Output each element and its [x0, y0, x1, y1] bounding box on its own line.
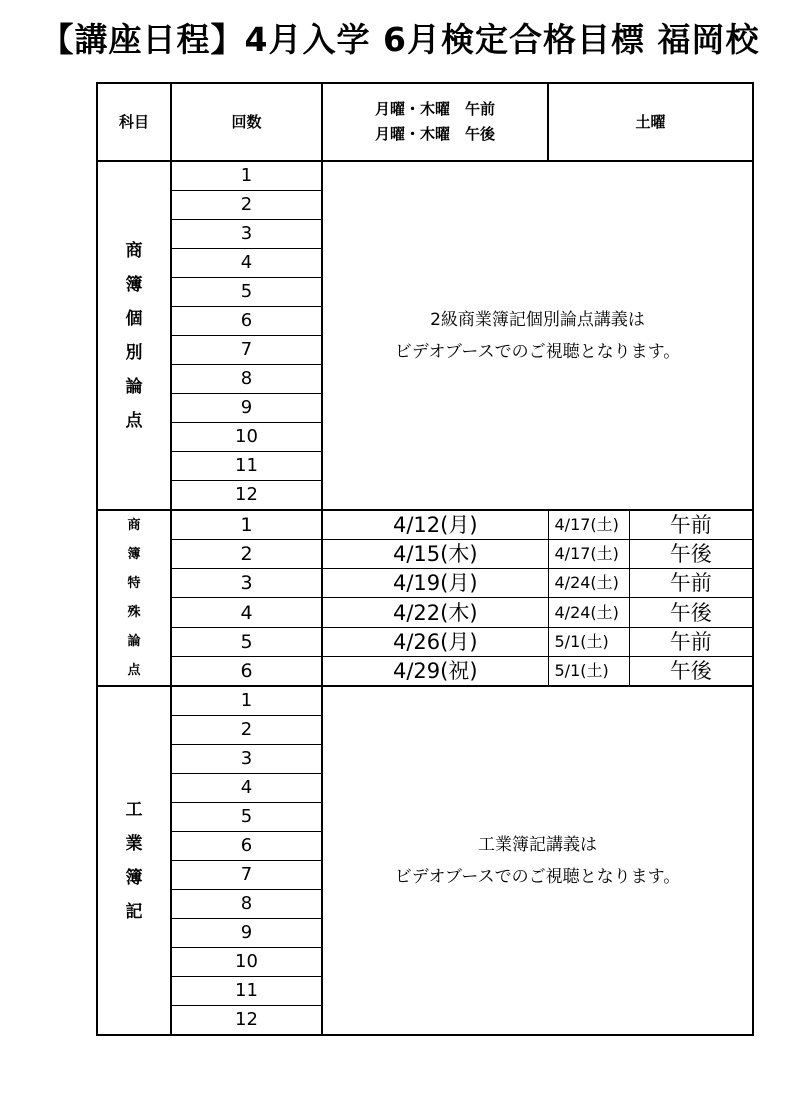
session-number: 5 [171, 803, 322, 832]
page-title: 【講座日程】4月入学 6月検定合格目標 福岡校 [40, 20, 760, 59]
session-number: 4 [171, 598, 322, 627]
session-number: 2 [171, 716, 322, 745]
session-number: 4 [171, 249, 322, 278]
session-number: 9 [171, 394, 322, 423]
note-line2: ビデオブースでのご視聴となります。 [394, 341, 681, 362]
header-row [97, 83, 753, 161]
header-weekday-line2: 月曜・木曜 午後 [374, 125, 495, 143]
saturday-period: 午後 [629, 656, 753, 686]
subject-char: 点 [127, 663, 141, 678]
subject-industrial [97, 686, 171, 1035]
session-number: 2 [171, 191, 322, 220]
session-number: 1 [171, 686, 322, 716]
session-number: 4 [171, 774, 322, 803]
header-saturday: 土曜 [548, 83, 753, 161]
table-row [97, 656, 753, 686]
saturday-period: 午前 [629, 569, 753, 598]
weekday-date: 4/12(月) [322, 510, 548, 540]
subject-individual [97, 161, 171, 510]
weekday-date: 4/26(月) [322, 627, 548, 656]
note-line2: ビデオブースでのご視聴となります。 [394, 866, 681, 887]
subject-char: 商 [127, 518, 141, 533]
session-number: 7 [171, 861, 322, 890]
subject-char: 殊 [127, 605, 141, 620]
subject-char: 別 [125, 342, 143, 363]
weekday-date: 4/22(木) [322, 598, 548, 627]
subject-char: 論 [127, 634, 141, 649]
session-number: 3 [171, 220, 322, 249]
session-number: 5 [171, 627, 322, 656]
session-number: 6 [171, 307, 322, 336]
session-number: 5 [171, 278, 322, 307]
subject-char: 商 [125, 240, 143, 261]
note-line1: 工業簿記講義は [478, 834, 597, 855]
session-number: 9 [171, 919, 322, 948]
saturday-date: 4/17(土) [548, 510, 629, 540]
schedule-table [96, 82, 754, 1036]
table-row [97, 510, 753, 540]
session-number: 7 [171, 336, 322, 365]
saturday-period: 午前 [629, 510, 753, 540]
session-number: 11 [171, 977, 322, 1006]
session-number: 1 [171, 510, 322, 540]
saturday-date: 4/17(土) [548, 540, 629, 569]
header-count: 回数 [171, 83, 322, 161]
subject-char: 個 [125, 308, 143, 329]
session-number: 3 [171, 569, 322, 598]
session-number: 10 [171, 948, 322, 977]
header-subject: 科目 [97, 83, 171, 161]
saturday-date: 4/24(土) [548, 569, 629, 598]
subject-char: 工 [125, 799, 143, 820]
table-row [97, 598, 753, 627]
session-number: 2 [171, 540, 322, 569]
session-number: 8 [171, 890, 322, 919]
session-number: 12 [171, 481, 322, 511]
weekday-date: 4/15(木) [322, 540, 548, 569]
table-row [97, 569, 753, 598]
note-line1: 2級商業簿記個別論点講義は [430, 309, 645, 330]
session-number: 6 [171, 656, 322, 686]
session-number: 8 [171, 365, 322, 394]
subject-char: 簿 [127, 547, 141, 562]
saturday-date: 4/24(土) [548, 598, 629, 627]
session-number: 11 [171, 452, 322, 481]
table-row [97, 161, 753, 191]
saturday-date: 5/1(土) [548, 656, 629, 686]
note-industrial [322, 686, 753, 1035]
table-row [97, 627, 753, 656]
subject-char: 点 [125, 410, 143, 431]
subject-char: 簿 [125, 867, 143, 888]
table-row [97, 686, 753, 716]
subject-char: 論 [125, 376, 143, 397]
session-number: 6 [171, 832, 322, 861]
session-number: 1 [171, 161, 322, 191]
session-number: 3 [171, 745, 322, 774]
subject-special [97, 510, 171, 686]
subject-char: 業 [125, 833, 143, 854]
table-row [97, 540, 753, 569]
saturday-period: 午後 [629, 598, 753, 627]
weekday-date: 4/29(祝) [322, 656, 548, 686]
weekday-date: 4/19(月) [322, 569, 548, 598]
header-weekday-line1: 月曜・木曜 午前 [374, 100, 495, 119]
subject-char: 簿 [125, 274, 143, 295]
session-number: 12 [171, 1006, 322, 1036]
subject-char: 記 [125, 901, 143, 922]
header-weekday [322, 83, 548, 161]
subject-char: 特 [127, 576, 141, 591]
session-number: 10 [171, 423, 322, 452]
note-individual [322, 161, 753, 510]
saturday-date: 5/1(土) [548, 627, 629, 656]
saturday-period: 午前 [629, 627, 753, 656]
saturday-period: 午後 [629, 540, 753, 569]
